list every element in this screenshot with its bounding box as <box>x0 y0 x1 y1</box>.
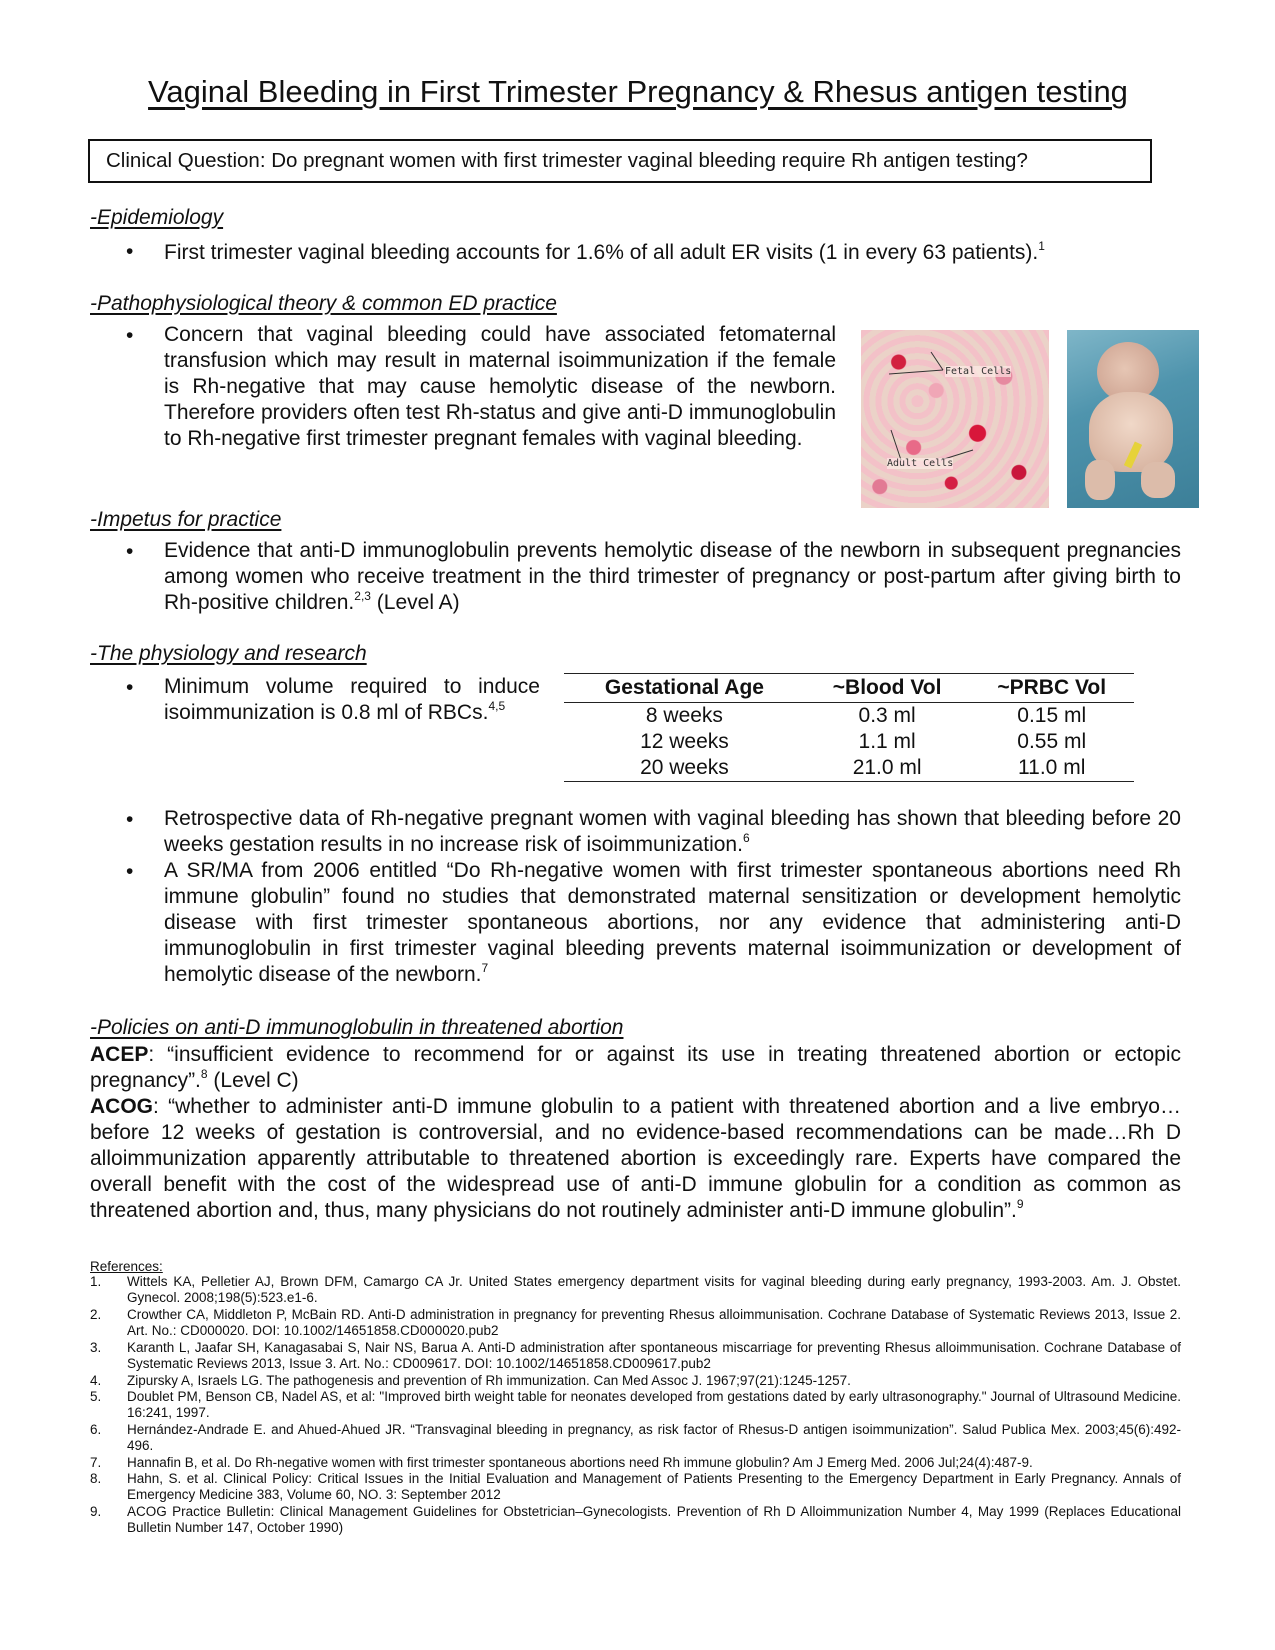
impetus-bullet: Evidence that anti-D immunoglobulin prevents hemolytic disease of the newborn in subsequent pregnancies among women who receive treatment in the third trimester of pregnancy or post-partum after giving birth to Rh-positive children.$^{2,3}$ (Level A) <box>164 539 1181 614</box>
acog-policy: ACOG: “whether to administer anti-D immune globulin to a patient with threatened abortion and a live embryo…before 12 weeks of gestation is controversial, and no evidence-based recommendations can be made…Rh D alloimmunization apparently attributable to threatened abortion is exceedingly rare. Experts have compared the overall benefit with the cost of the widespread use of anti-D immune globulin for a condition as common as threatened abortion and, thus, many physicians do not routinely administer anti-D immune globulin”.$^9$ <box>90 1095 1181 1222</box>
bullet-icon: • <box>126 860 134 883</box>
patho-heading: -Pathophysiological theory & common ED practice <box>90 292 557 315</box>
table-header-row <box>564 674 1134 703</box>
newborn-photo <box>1067 330 1199 508</box>
table-header-cell: ~Blood Vol <box>805 674 970 703</box>
physiology-bullet-1: Minimum volume required to induce isoimmunization is 0.8 ml of RBCs.$^{4,5}$ <box>164 675 540 724</box>
arrow-annotations <box>861 330 1049 508</box>
reference-text: ACOG Practice Bulletin: Clinical Management Guidelines for Obstetrician–Gynecologists. Prevention of Rh D Alloimmunization Number 4, May 1999 (Replaces Educational Bulletin Number 147, October 1990) <box>127 1504 1181 1535</box>
table-cell: 0.15 ml <box>1017 704 1087 727</box>
clinical-question-box: Clinical Question: Do pregnant women with first trimester vaginal bleeding require Rh antigen testing? <box>88 139 1152 183</box>
table-cell: 0.55 ml <box>1017 730 1087 753</box>
reference-number: 2. <box>90 1307 102 1322</box>
table-header-cell: Gestational Age <box>564 674 805 703</box>
table-cell: 0.3 ml <box>858 704 916 727</box>
epidemiology-heading: -Epidemiology <box>90 206 224 229</box>
reference-number: 7. <box>90 1455 102 1470</box>
bullet-icon: • <box>126 240 134 263</box>
bullet-icon: • <box>126 324 134 347</box>
reference-number: 1. <box>90 1274 102 1289</box>
reference-text: Doublet PM, Benson CB, Nadel AS, et al: "Improved birth weight table for neonates developed from gestations dated by early ultrasonography." Journal of Ultrasound Medicine. 16:241, 1997. <box>127 1389 1181 1420</box>
reference-number: 9. <box>90 1504 102 1519</box>
references-title: References: <box>90 1259 163 1274</box>
table-cell: 21.0 ml <box>805 755 970 782</box>
table-cell: 20 weeks <box>564 755 805 782</box>
impetus-heading: -Impetus for practice <box>90 508 282 531</box>
reference-text: Hahn, S. et al. Clinical Policy: Critical Issues in the Initial Evaluation and Management of Patients Presenting to the Emergency Department in Early Pregnancy. Annals of Emergency Medicine 383, Volume 60, NO. 3: September 2012 <box>127 1471 1181 1502</box>
reference-text: Wittels KA, Pelletier AJ, Brown DFM, Camargo CA Jr. United States emergency department visits for vaginal bleeding during early pregnancy, 1993-2003. Am. J. Obstet. Gynecol. 2008;198(5):523.e1-6. <box>127 1274 1181 1305</box>
acep-policy: ACEP: “insufficient evidence to recommend for or against its use in treating threatened abortion or ectopic pregnancy”.$^8$ (Level C) <box>90 1043 1181 1092</box>
physiology-bullet-3: A SR/MA from 2006 entitled “Do Rh-negative women with first trimester spontaneous abortions need Rh immune globulin” found no studies that demonstrated maternal sensitization or development hemolytic disease with first trimester spontaneous abortions, nor any evidence that administering anti-D immunoglobulin in first trimester vaginal bleeding prevents maternal isoimmunization or development of hemolytic disease of the newborn.$^7$ <box>164 859 1181 986</box>
reference-text: Crowther CA, Middleton P, McBain RD. Anti-D administration in pregnancy for preventing Rhesus alloimmunisation. Cochrane Database of Systematic Reviews 2013, Issue 2. Art. No.: CD000020. DOI: 10.1002/14651858.CD000020.pub2 <box>127 1307 1181 1338</box>
reference-text: Hernández-Andrade E. and Ahued-Ahued JR. “Transvaginal bleeding in pregnancy, as risk factor of Rhesus-D antigen isoimmunization”. Salud Publica Mex. 2003;45(6):492-496. <box>127 1422 1181 1453</box>
page-title: Vaginal Bleeding in First Trimester Pregnancy & Rhesus antigen testing <box>148 74 1128 109</box>
reference-number: 6. <box>90 1422 102 1437</box>
physiology-bullet-2: Retrospective data of Rh-negative pregnant women with vaginal bleeding has shown that bleeding before 20 weeks gestation results in no increase risk of isoimmunization.$^6$ <box>164 807 1181 856</box>
patho-bullet: Concern that vaginal bleeding could have associated fetomaternal transfusion which may result in maternal isoimmunization if the female is Rh-negative that may cause hemolytic disease of the newborn. Therefore providers often test Rh-status and give anti-D immunoglobulin to Rh-negative first trimester pregnant females with vaginal bleeding. <box>164 323 836 450</box>
baby-leg <box>1085 460 1115 500</box>
reference-text: Zipursky A, Israels LG. The pathogenesis and prevention of Rh immunization. Can Med Assoc J. 1967;97(21):1245-1257. <box>127 1373 851 1388</box>
bullet-icon: • <box>126 676 134 699</box>
bullet-icon: • <box>126 540 134 563</box>
gestational-volume-table <box>564 673 1134 782</box>
reference-number: 8. <box>90 1471 102 1486</box>
epidemiology-bullet: First trimester vaginal bleeding accounts for 1.6% of all adult ER visits (1 in every 63 patients).$^1$ <box>164 239 1045 264</box>
reference-text: Karanth L, Jaafar SH, Kanagasabai S, Nair NS, Barua A. Anti-D administration after spontaneous miscarriage for preventing Rhesus alloimmunisation. Cochrane Database of Systematic Reviews 2013, Issue 3. Art. No.: CD009617. DOI: 10.1002/14651858.CD009617.pub2 <box>127 1340 1181 1371</box>
table-cell: 11.0 ml <box>969 755 1134 782</box>
physiology-heading: -The physiology and research <box>90 642 367 665</box>
baby-leg <box>1141 462 1175 498</box>
table-cell: 1.1 ml <box>858 730 916 753</box>
blood-smear-image <box>861 330 1049 508</box>
reference-number: 5. <box>90 1389 102 1404</box>
table-cell: 8 weeks <box>645 704 723 727</box>
table-row <box>564 755 1134 782</box>
reference-text: Hannafin B, et al. Do Rh-negative women with first trimester spontaneous abortions need Rh immune globulin? Am J Emerg Med. 2006 Jul;24(4):487-9. <box>127 1455 1033 1470</box>
table-row <box>564 703 1134 730</box>
reference-number: 3. <box>90 1340 102 1355</box>
policies-heading: -Policies on anti-D immunoglobulin in threatened abortion <box>90 1016 624 1039</box>
table-row <box>564 729 1134 755</box>
table-cell: 12 weeks <box>640 730 729 753</box>
adult-cells-label: Adult Cells <box>887 458 954 469</box>
fetal-cells-label: Fetal Cells <box>945 366 1012 377</box>
bullet-icon: • <box>126 808 134 831</box>
reference-number: 4. <box>90 1373 102 1388</box>
table-header-cell: ~PRBC Vol <box>969 674 1134 703</box>
